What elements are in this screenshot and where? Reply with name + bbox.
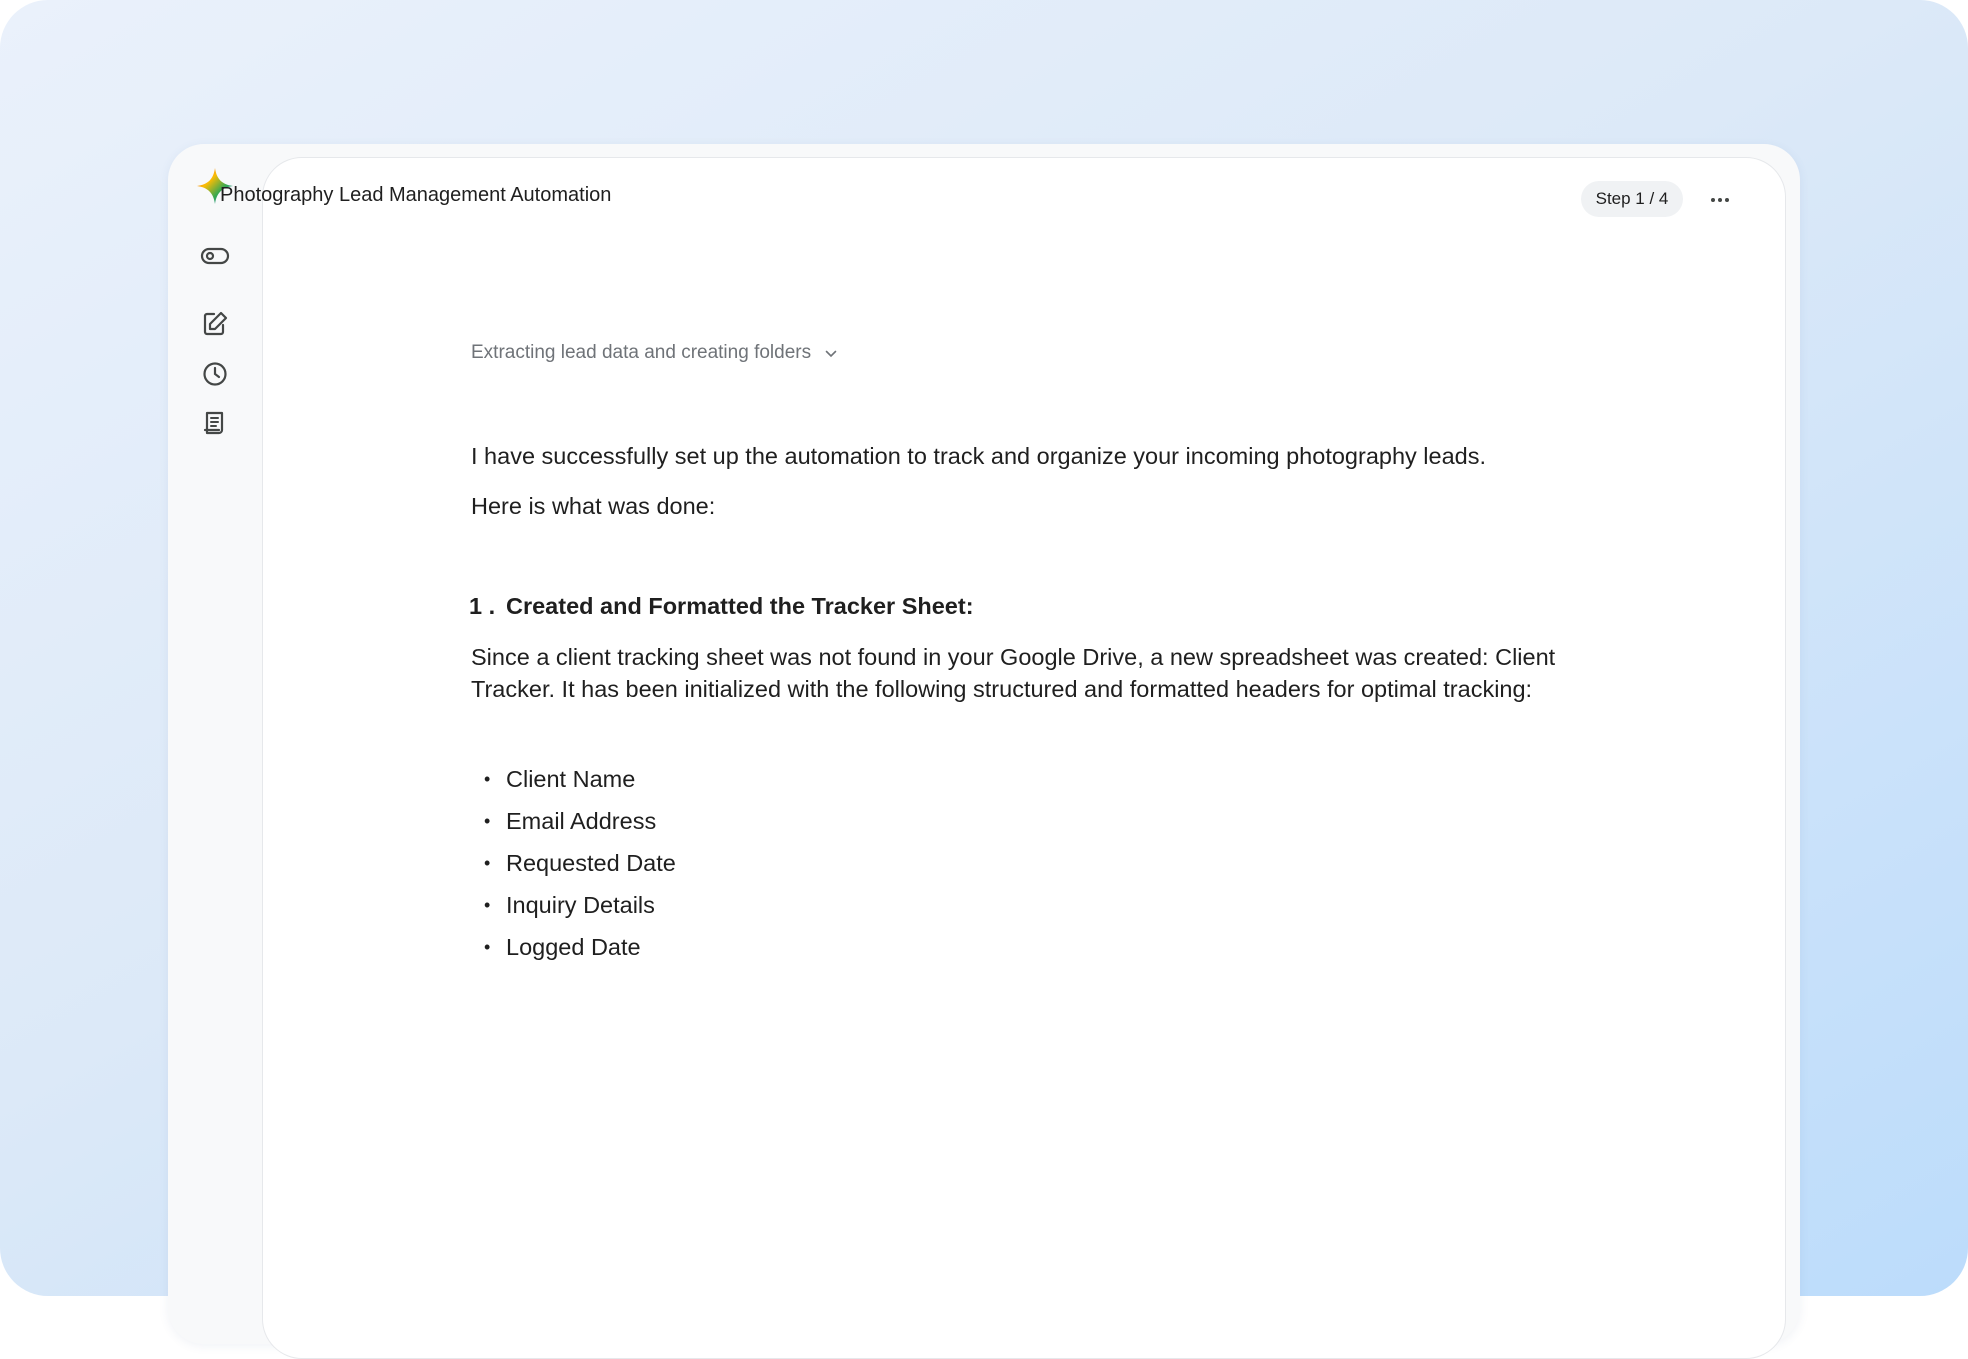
sidebar-rail (168, 144, 262, 1344)
new-chat-button[interactable] (193, 302, 237, 346)
bullet-icon: • (484, 895, 491, 915)
notes-button[interactable] (193, 401, 237, 445)
list-item: • Inquiry Details (484, 889, 676, 931)
main-panel (262, 157, 1786, 1359)
document-icon (201, 409, 229, 437)
more-options-button[interactable] (1700, 180, 1740, 218)
more-horiz-icon (1710, 190, 1730, 208)
section-heading: Created and Formatted the Tracker Sheet: (506, 593, 974, 619)
chevron-down-icon (811, 342, 837, 364)
subintro-text: Here is what was done: (471, 493, 716, 519)
bullet-icon: • (484, 811, 491, 831)
page-title: Photography Lead Management Automation (220, 184, 612, 206)
list-item: • Client Name (484, 763, 676, 805)
bullet-icon: • (484, 769, 491, 789)
bullet-icon: • (484, 853, 491, 873)
section-number: 1 . (469, 593, 496, 619)
clock-icon (201, 360, 229, 388)
toggle-icon (200, 246, 230, 266)
step-indicator[interactable]: Step 1 / 4 (1581, 181, 1683, 217)
bullet-icon: • (484, 937, 491, 957)
status-label: Extracting lead data and creating folders (471, 342, 812, 363)
history-button[interactable] (193, 352, 237, 396)
app-window (168, 144, 1800, 1344)
header-list (484, 763, 676, 973)
section-paragraph: Since a client tracking sheet was not found in your Google Drive, a new spreadsheet was created: Client Tracker. It has been initialized with the following structured and formatted headers for optimal tracking: (471, 644, 1556, 702)
edit-icon (201, 310, 229, 338)
toggle-button[interactable] (193, 234, 237, 278)
list-item: • Logged Date (484, 931, 676, 973)
status-expander[interactable] (471, 342, 837, 364)
list-item: • Requested Date (484, 847, 676, 889)
list-item: • Email Address (484, 805, 676, 847)
intro-text: I have successfully set up the automation to track and organize your incoming photography leads. (471, 443, 1487, 469)
